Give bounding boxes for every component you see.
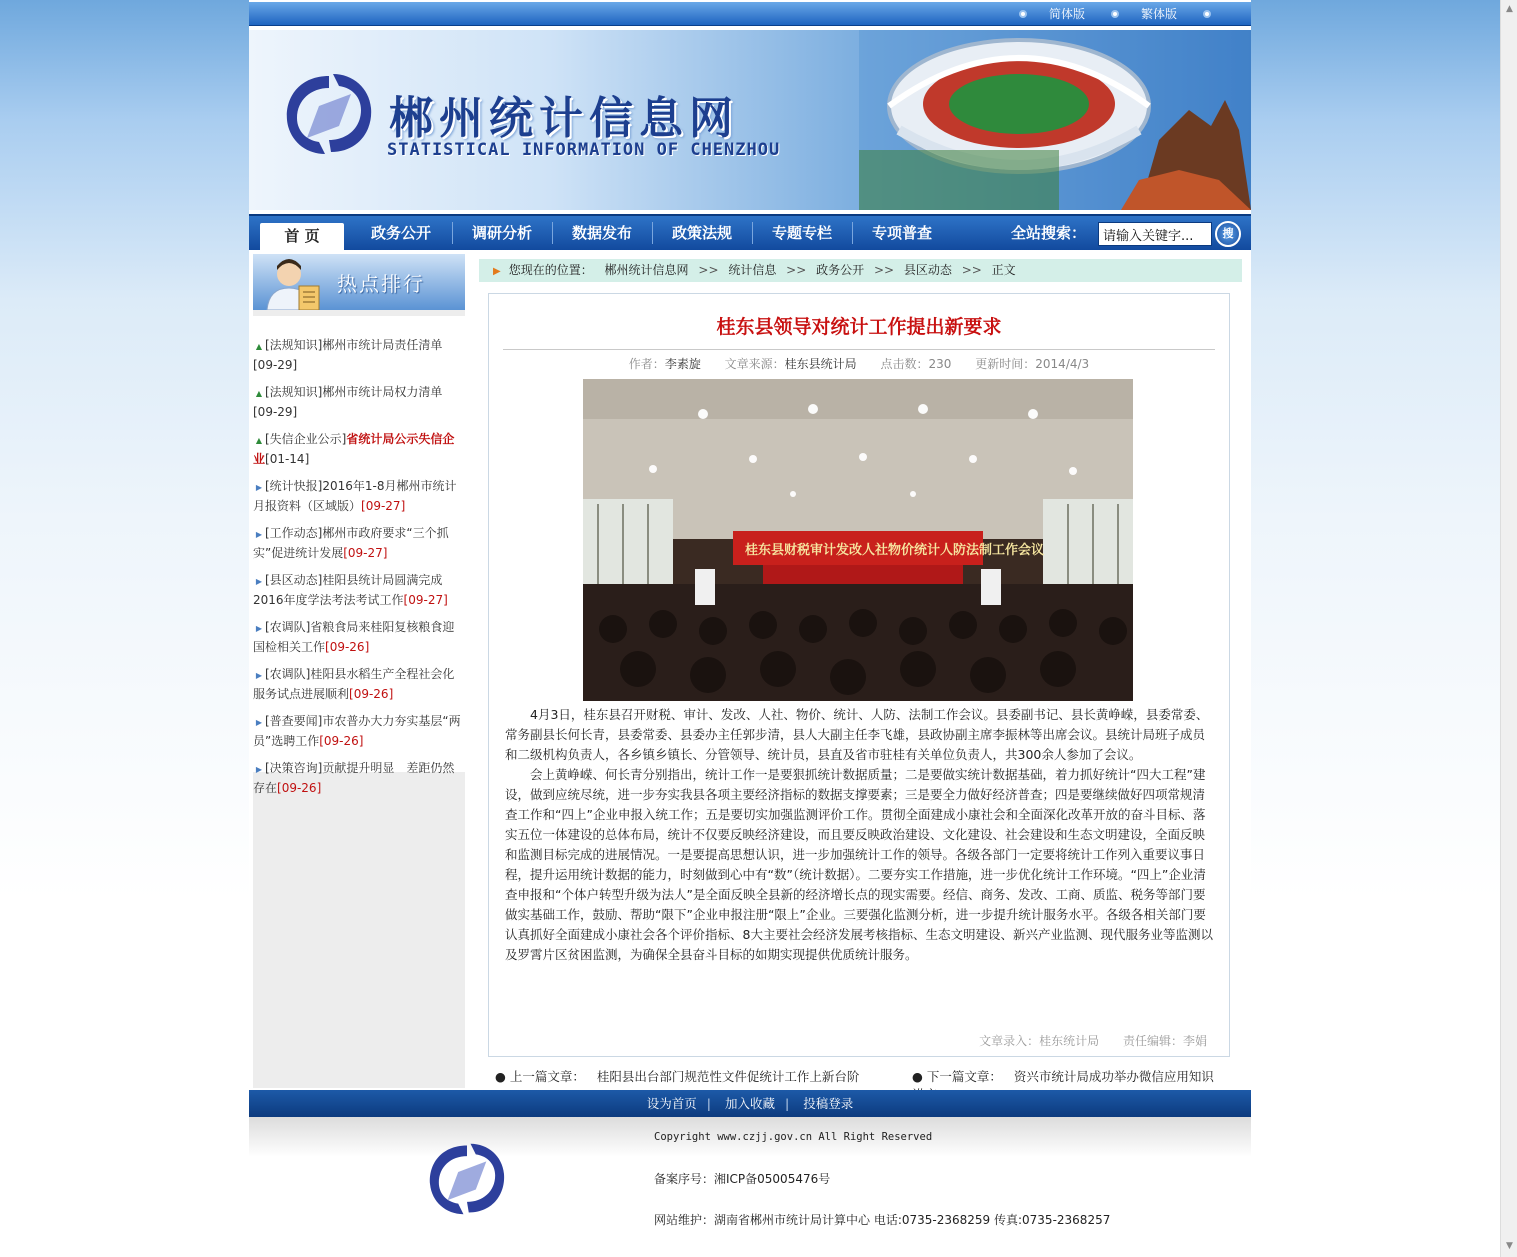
hot-ranking-title: 热点排行 bbox=[337, 272, 425, 296]
hot-item-date: [09-29] bbox=[253, 358, 298, 372]
next-label: 下一篇文章： bbox=[926, 1069, 1002, 1084]
hot-item-category: [农调队] bbox=[265, 667, 311, 681]
meeting-photo bbox=[583, 379, 1133, 701]
arrow-right-icon: ▶ bbox=[255, 483, 263, 492]
article-title: 桂东县领导对统计工作提出新要求 bbox=[716, 316, 1002, 338]
search-label: 全站搜索： bbox=[1011, 224, 1087, 242]
source-label: 文章来源： bbox=[724, 357, 785, 371]
hot-ranking-item[interactable] bbox=[253, 430, 465, 469]
meeting-photo-illustration bbox=[583, 379, 1133, 701]
hot-item-category: [失信企业公示] bbox=[265, 432, 347, 446]
nav-home[interactable]: 首 页 bbox=[260, 223, 344, 250]
hot-item-date: [09-26] bbox=[277, 781, 322, 795]
hot-item-date: [01-14] bbox=[265, 452, 310, 466]
article-body bbox=[505, 705, 1215, 965]
updated-label: 更新时间： bbox=[975, 357, 1036, 371]
prev-label: 上一篇文章： bbox=[509, 1069, 585, 1084]
bullet-icon bbox=[1019, 10, 1027, 18]
person-icon bbox=[259, 256, 327, 310]
hot-item-category: [统计快报] bbox=[265, 479, 323, 493]
copyright-text: Copyright www.czjj.gov.cn All Right Reserved bbox=[654, 1131, 933, 1143]
site-title: 郴州统计信息网 bbox=[389, 93, 739, 144]
article-paragraph: 会上黄峥嵘、何长青分别指出，统计工作一是要狠抓统计数据质量；二是要做实统计数据基础，着力抓好统计“四大工程”建设，做到应统尽统，进一步夯实我县各项主要经济指标的数据支撑要素；三是要全力做好经济普查；四是要继续做好四项常规清查工作和“四上”企业申报入统工作；五是要切实加强监测评价工作。贯彻全面建成小康社会和全面深化改革开放的奋斗目标、落实五位一体建设的总体布局，统计不仅要反映经济建设，而且要反映政治建设、文化建设、社会建设和生态文明建设，全面反映和监测目标完成的进展情况。一是要提高思想认识，进一步加强统计工作的领导。各级各部门一定要将统计工作列入重要议事日程，提升运用统计数据的能力，时刻做到心中有“数”（统计数据）。二要夯实工作措施，进一步优化统计工作环境。“四上”企业清查申报和“个体户转型升级为法人”是全面反映全县新的经济增长点的现实需要。经信、商务、发改、工商、质监、税务等部门要做实基础工作，鼓励、帮助“限下”企业申报注册“限上”企业。三要强化监测分析，进一步提升统计服务水平。各级各相关部门要认真抓好全面建成小康社会各个评价指标、8大主要社会经济发展考核指标、生态文明建设、新兴产业监测、现代服务业等监测以及罗霄片区贫困监测，为确保全县奋斗目标的如期实现提供优质统计服务。 bbox=[505, 767, 1213, 962]
add-favorite-link[interactable]: 加入收藏 bbox=[724, 1096, 775, 1111]
arrow-right-icon: ▶ bbox=[255, 530, 263, 539]
icp-text: 备案序号：湘ICP备05005476号 bbox=[654, 1172, 831, 1186]
maintainer-text: 网站维护：湖南省郴州市统计局计算中心 电话:0735-2368259 传真:0735-2368257 bbox=[654, 1213, 1111, 1227]
triangle-up-icon: ▲ bbox=[255, 389, 263, 398]
author-value: 李素旋 bbox=[664, 357, 701, 371]
breadcrumb-county-news[interactable]: 县区动态 bbox=[903, 263, 952, 277]
breadcrumb-separator: >> bbox=[698, 263, 719, 277]
editor-label: 责任编辑： bbox=[1122, 1034, 1183, 1048]
hot-item-category: [法规知识] bbox=[265, 338, 323, 352]
arrow-right-icon: ▶ bbox=[255, 624, 263, 633]
entered-value: 桂东统计局 bbox=[1039, 1034, 1100, 1048]
hot-item-title[interactable]: 2016年1-8月郴州市统计月报资料（区域版） bbox=[253, 479, 457, 513]
hot-item-date: [09-26] bbox=[349, 687, 394, 701]
hot-ranking-item[interactable] bbox=[253, 571, 465, 610]
hot-ranking-item[interactable] bbox=[253, 618, 465, 657]
hot-item-title[interactable]: 桂阳县水稻生产全程社会化服务试点进展顺利 bbox=[253, 667, 455, 701]
footer bbox=[249, 1117, 1251, 1240]
bullet-icon: ● bbox=[912, 1069, 927, 1084]
hot-item-highlight[interactable]: 省统计局公示失信企业 bbox=[253, 432, 455, 466]
hot-item-category: [工作动态] bbox=[265, 526, 323, 540]
hot-item-date: [09-27] bbox=[343, 546, 388, 560]
hot-item-category: [县区动态] bbox=[265, 573, 323, 587]
site-subtitle: STATISTICAL INFORMATION OF CHENZHOU bbox=[387, 140, 781, 160]
hot-item-category: [普查要闻] bbox=[265, 714, 323, 728]
entered-label: 文章录入： bbox=[979, 1034, 1040, 1048]
hot-ranking-list bbox=[253, 316, 465, 795]
simplified-link[interactable]: 简体版 bbox=[1048, 7, 1085, 21]
hot-item-title[interactable]: 贡献提升明显 差距仍然存在 bbox=[253, 761, 455, 795]
hot-item-title[interactable]: 桂阳县统计局圆满完成2016年度学法考法考试工作 bbox=[253, 573, 443, 607]
page-scrollbar[interactable] bbox=[1500, 0, 1517, 1257]
bullet-icon bbox=[1111, 10, 1119, 18]
submit-login-link[interactable]: 投稿登录 bbox=[803, 1096, 854, 1111]
page-container bbox=[249, 0, 1251, 1240]
breadcrumb-separator: >> bbox=[961, 263, 982, 277]
top-strip bbox=[249, 2, 1251, 26]
site-logo-icon bbox=[279, 68, 379, 160]
breadcrumb bbox=[479, 259, 1242, 282]
article-paragraph: 4月3日，桂东县召开财税、审计、发改、人社、物价、统计、人防、法制工作会议。县委副书记、县长黄峥嵘，县委常委、常务副县长何长青，县委常委、县委办主任郭步清，县人大副主任李飞雄，县政协副主席李振林等出席会议。县统计局班子成员和二级机构负责人，各乡镇乡镇长、分管领导、统计员，县直及省市驻桂有关单位负责人，共300余人参加了会议。 bbox=[505, 707, 1209, 762]
title-divider bbox=[503, 349, 1215, 350]
source-value: 桂东县统计局 bbox=[784, 357, 857, 371]
hot-ranking-item[interactable] bbox=[253, 524, 465, 563]
hot-ranking-item[interactable] bbox=[253, 712, 465, 751]
arrow-right-icon: ▶ bbox=[255, 765, 263, 774]
next-article-link[interactable]: 资兴市统计局成功举办微信应用知识 bbox=[1013, 1069, 1214, 1084]
breadcrumb-current: 正文 bbox=[991, 263, 1016, 277]
breadcrumb-home[interactable]: 郴州统计信息网 bbox=[604, 263, 689, 277]
nav-topics[interactable]: 专题专栏 bbox=[771, 224, 832, 242]
hot-item-title[interactable]: 郴州市统计局权力清单 bbox=[322, 385, 443, 399]
prev-article bbox=[495, 1067, 859, 1085]
nav-data-release[interactable]: 数据发布 bbox=[571, 224, 632, 242]
hits-label: 点击数： bbox=[880, 357, 929, 371]
hot-item-title[interactable]: 郴州市统计局责任清单 bbox=[322, 338, 443, 352]
hot-item-title[interactable]: 省粮食局来桂阳复核粮食迎国检相关工作 bbox=[253, 620, 455, 654]
hot-ranking-item[interactable] bbox=[253, 759, 465, 798]
hot-ranking-item[interactable] bbox=[253, 383, 465, 422]
author-label: 作者： bbox=[628, 357, 665, 371]
hot-item-date: [09-29] bbox=[253, 405, 298, 419]
hits-value: 230 bbox=[928, 357, 952, 371]
hot-ranking-header bbox=[253, 254, 465, 310]
language-switcher bbox=[1019, 5, 1211, 22]
editor-value: 李娟 bbox=[1182, 1034, 1207, 1048]
nav-census[interactable]: 专项普查 bbox=[871, 224, 932, 242]
bullet-icon bbox=[1203, 10, 1211, 18]
hot-item-title[interactable]: 市农普办大力夯实基层“两员”选聘工作 bbox=[253, 714, 461, 748]
triangle-up-icon: ▲ bbox=[255, 436, 263, 445]
prev-article-link[interactable]: 桂阳县出台部门规范性文件促统计工作上新台阶 bbox=[596, 1069, 860, 1084]
bullet-icon: ● bbox=[495, 1069, 510, 1084]
nav-government-affairs[interactable]: 政务公开 bbox=[370, 224, 431, 242]
hot-item-date: [09-26] bbox=[319, 734, 364, 748]
scroll-down-icon[interactable]: ▼ bbox=[1506, 1241, 1513, 1251]
article-panel bbox=[488, 293, 1230, 1057]
hot-item-category: [农调队] bbox=[265, 620, 311, 634]
hot-item-date: [09-27] bbox=[361, 499, 406, 513]
breadcrumb-separator: >> bbox=[786, 263, 807, 277]
arrow-right-icon: ▶ bbox=[255, 718, 263, 727]
set-homepage-link[interactable]: 设为首页 bbox=[646, 1096, 697, 1111]
nav-policy[interactable]: 政策法规 bbox=[671, 224, 732, 242]
nav-research[interactable]: 调研分析 bbox=[471, 224, 532, 242]
hot-ranking-item[interactable] bbox=[253, 665, 465, 704]
arrow-right-icon: ▶ bbox=[255, 671, 263, 680]
hot-item-date: [09-27] bbox=[403, 593, 448, 607]
updated-value: 2014/4/3 bbox=[1035, 357, 1090, 371]
traditional-link[interactable]: 繁体版 bbox=[1140, 7, 1177, 21]
photo-banner-text: 桂东县财税审计发改人社物价统计人防法制工作会议 bbox=[745, 543, 1045, 558]
hot-item-date: [09-26] bbox=[325, 640, 370, 654]
breadcrumb-statistics[interactable]: 统计信息 bbox=[728, 263, 777, 277]
main-nav bbox=[249, 214, 1251, 250]
hot-ranking-item[interactable] bbox=[253, 477, 465, 516]
footer-links-bar: 设为首页 | 加入收藏 | 投稿登录 bbox=[249, 1090, 1251, 1117]
breadcrumb-separator: >> bbox=[873, 263, 895, 277]
search-input[interactable] bbox=[1098, 222, 1212, 246]
hot-ranking-item[interactable] bbox=[253, 336, 465, 375]
article-meta bbox=[489, 355, 1229, 372]
breadcrumb-affairs[interactable]: 政务公开 bbox=[816, 263, 865, 277]
triangle-up-icon: ▲ bbox=[255, 342, 263, 351]
hot-item-category: [法规知识] bbox=[265, 385, 323, 399]
breadcrumb-prefix: 您现在的位置： bbox=[508, 263, 593, 277]
site-banner bbox=[249, 30, 1251, 210]
hot-item-title[interactable]: 郴州市政府要求“三个抓实”促进统计发展 bbox=[253, 526, 449, 560]
article-footer bbox=[979, 1032, 1207, 1049]
arrow-right-icon: ▶ bbox=[493, 266, 501, 277]
search-button[interactable]: 搜 bbox=[1215, 221, 1241, 247]
footer-logo-icon bbox=[423, 1137, 511, 1221]
hot-item-category: [决策咨询] bbox=[265, 761, 323, 775]
stadium-illustration bbox=[859, 30, 1251, 210]
scroll-up-icon[interactable]: ▲ bbox=[1506, 4, 1513, 14]
arrow-right-icon: ▶ bbox=[255, 577, 263, 586]
sidebar bbox=[253, 254, 465, 1088]
